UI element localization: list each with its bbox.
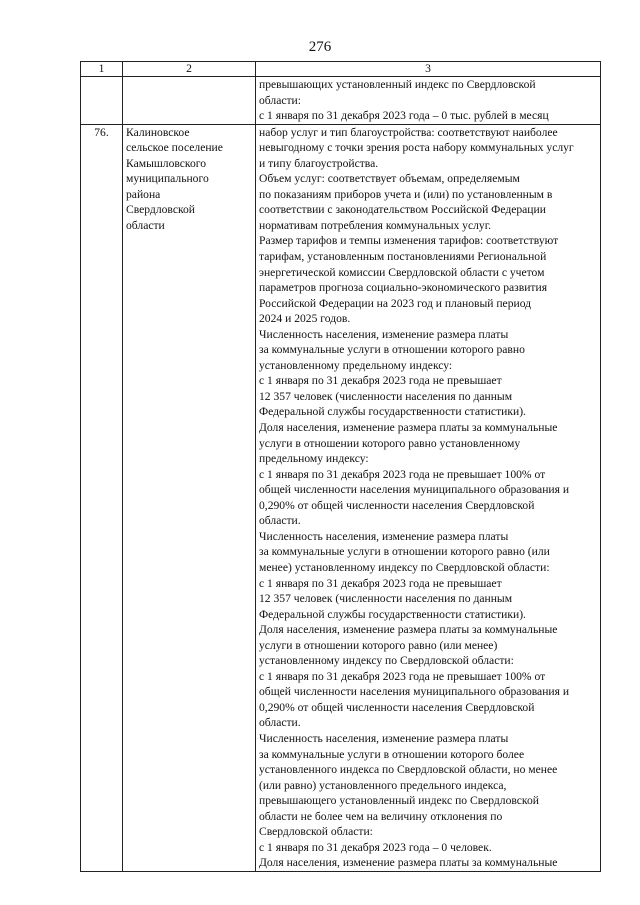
text-line: установленному предельному индексу:	[259, 358, 453, 372]
municipality-name-line: Свердловской	[126, 203, 196, 217]
text-line: с 1 января по 31 декабря 2023 года не превышает	[259, 374, 502, 388]
text-line: с 1 января по 31 декабря 2023 года – 0 человек.	[259, 840, 492, 854]
text-line: 0,290% от общей численности населения Свердловской	[259, 498, 535, 512]
municipality-name-line: муниципального	[126, 172, 209, 186]
text-line: Численность населения, изменение размера платы	[259, 327, 509, 341]
text-line: области:	[259, 93, 301, 107]
column-header-1: 1	[81, 62, 123, 77]
text-line: превышающего установленный индекс по Свердловской	[259, 794, 539, 808]
text-line: тарифам, установленным постановлениями Региональной	[259, 250, 547, 264]
text-line: (или равно) установленного предельного индекса,	[259, 778, 507, 792]
text-line: Размер тарифов и темпы изменения тарифов: соответствуют	[259, 234, 559, 248]
municipality-name-line: Калиновское	[126, 125, 190, 139]
text-line: энергетической комиссии Свердловской области с учетом	[259, 265, 545, 279]
municipality-name-line: сельское поселение	[126, 141, 223, 155]
text-line: области.	[259, 514, 301, 528]
entry-text-cell	[256, 124, 601, 871]
table-header-row	[81, 62, 601, 77]
text-line: превышающих установленный индекс по Свердловской	[259, 78, 536, 91]
municipality-name-line: области	[126, 218, 165, 232]
municipality-name-line: района	[126, 187, 161, 201]
text-line: установленного индекса по Свердловской области, но менее	[259, 763, 558, 777]
text-line: 2024 и 2025 годов.	[259, 312, 351, 326]
entry-row	[81, 124, 601, 871]
page-number: 276	[308, 39, 332, 55]
text-line: области не более чем на величину отклонения по	[259, 809, 503, 823]
text-line: услуги в отношении которого равно установленному	[259, 436, 521, 450]
text-line: Численность населения, изменение размера платы	[259, 529, 509, 543]
text-line: области.	[259, 716, 301, 730]
entry-name-cell	[123, 124, 256, 871]
text-line: общей численности населения муниципального образования и	[259, 483, 570, 497]
continuation-row	[81, 77, 601, 125]
text-line: установленному индексу по Свердловской области:	[259, 654, 514, 668]
text-line: Доля населения, изменение размера платы за коммунальные	[259, 856, 558, 870]
text-line: соответствии с законодательством Российской Федерации	[259, 203, 546, 217]
text-line: невыгодному с точки зрения роста набору коммунальных услуг	[259, 141, 574, 155]
text-line: с 1 января по 31 декабря 2023 года не превышает 100% от	[259, 669, 546, 683]
text-line: параметров прогноза социально-экономического развития	[259, 281, 548, 295]
document-table	[80, 61, 601, 872]
text-line: за коммунальные услуги в отношении которого более	[259, 747, 525, 761]
continuation-name-cell	[123, 77, 256, 125]
text-line: менее) установленному индексу по Свердловской области:	[259, 560, 550, 574]
column-header-3: 3	[256, 62, 601, 77]
column-header-2: 2	[123, 62, 256, 77]
text-line: Федеральной службы государственности статистики).	[259, 607, 526, 621]
text-line: за коммунальные услуги в отношении которого равно	[259, 343, 525, 357]
text-line: 12 357 человек (численности населения по данным	[259, 389, 513, 403]
text-line: Объем услуг: соответствует объемам, определяемым	[259, 172, 520, 186]
text-line: за коммунальные услуги в отношении которого равно (или	[259, 545, 550, 559]
text-line: нормативам потребления коммунальных услуг.	[259, 218, 492, 232]
entry-number-cell: 76.	[81, 124, 123, 871]
text-line: Российской Федерации на 2023 год и плановый период	[259, 296, 532, 310]
text-line: 12 357 человек (численности населения по данным	[259, 592, 513, 606]
text-line: услуги в отношении которого равно (или менее)	[259, 638, 498, 652]
continuation-text-cell	[256, 77, 601, 125]
text-line: набор услуг и тип благоустройства: соответствуют наиболее	[259, 125, 558, 139]
text-line: с 1 января по 31 декабря 2023 года не превышает 100% от	[259, 467, 546, 481]
text-line: Доля населения, изменение размера платы за коммунальные	[259, 623, 558, 637]
text-line: общей численности населения муниципального образования и	[259, 685, 570, 699]
text-line: предельному индексу:	[259, 452, 369, 466]
text-line: с 1 января по 31 декабря 2023 года – 0 тыс. рублей в месяц	[259, 109, 549, 123]
continuation-number-cell	[81, 77, 123, 125]
text-line: с 1 января по 31 декабря 2023 года не превышает	[259, 576, 502, 590]
municipality-name-line: Камышловского	[126, 156, 207, 170]
text-line: Доля населения, изменение размера платы за коммунальные	[259, 421, 558, 435]
text-line: Свердловской области:	[259, 825, 373, 839]
text-line: 0,290% от общей численности населения Свердловской	[259, 700, 535, 714]
text-line: Федеральной службы государственности статистики).	[259, 405, 526, 419]
text-line: Численность населения, изменение размера платы	[259, 731, 509, 745]
text-line: и типу благоустройства.	[259, 156, 379, 170]
text-line: по показаниям приборов учета и (или) по установленным в	[259, 187, 553, 201]
